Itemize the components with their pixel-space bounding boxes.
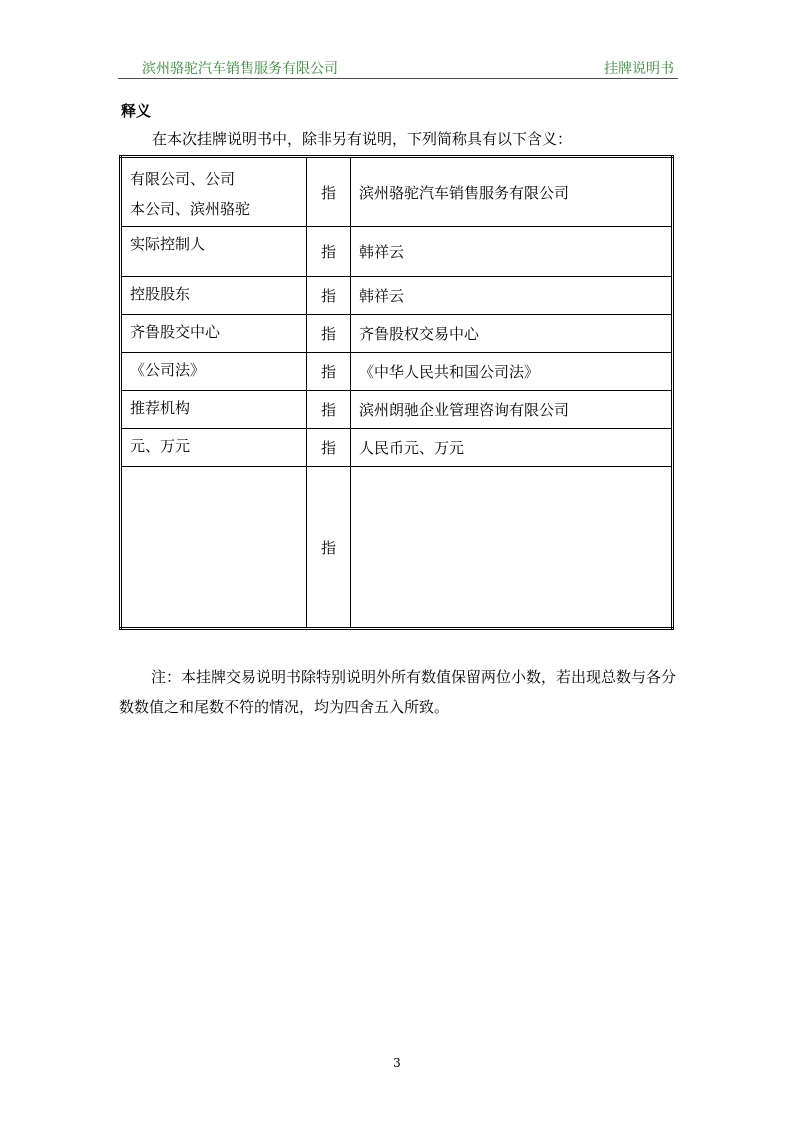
- definition-term-line: 有限公司、公司: [130, 170, 236, 188]
- definition-zhi: 指: [307, 353, 351, 391]
- definition-meaning: 滨州骆驼汽车销售服务有限公司: [351, 157, 673, 227]
- definition-zhi: 指: [307, 227, 351, 277]
- definition-meaning: 韩祥云: [351, 227, 673, 277]
- rounding-note: 注：本挂牌交易说明书除特别说明外所有数值保留两位小数，若出现总数与各分数数值之和尾数不符的情况，均为四舍五入所致。: [119, 668, 677, 716]
- definition-row: [121, 277, 673, 315]
- definition-term: 控股股东: [121, 277, 307, 315]
- definition-row: [121, 157, 673, 227]
- definition-term: [121, 467, 307, 629]
- header-company-name: 滨州骆驼汽车销售服务有限公司: [142, 61, 338, 77]
- definition-zhi: 指: [307, 315, 351, 353]
- definition-term-line: 本公司、滨州骆驼: [130, 200, 251, 218]
- definition-row: [121, 353, 673, 391]
- intro-paragraph: 在本次挂牌说明书中，除非另有说明，下列简称具有以下含义：: [152, 130, 573, 148]
- definition-meaning: [351, 467, 673, 629]
- definition-row: [121, 429, 673, 467]
- definition-zhi: 指: [307, 277, 351, 315]
- definition-row: [121, 391, 673, 429]
- definition-row: [121, 227, 673, 277]
- definition-zhi: 指: [307, 429, 351, 467]
- header-document-type: 挂牌说明书: [604, 61, 674, 77]
- definition-meaning: 齐鲁股权交易中心: [351, 315, 673, 353]
- definition-zhi: 指: [307, 391, 351, 429]
- page-header: [118, 56, 678, 79]
- definition-term: 推荐机构: [121, 391, 307, 429]
- definition-row: [121, 467, 673, 629]
- definition-meaning: 人民币元、万元: [351, 429, 673, 467]
- definition-term: [121, 157, 307, 227]
- page-number: 3: [393, 1056, 401, 1070]
- definition-term: 实际控制人: [121, 227, 307, 277]
- definition-meaning: 滨州朗驰企业管理咨询有限公司: [351, 391, 673, 429]
- definition-row: [121, 315, 673, 353]
- definition-zhi: 指: [307, 157, 351, 227]
- definition-term: 《公司法》: [121, 353, 307, 391]
- section-title: 释义: [121, 102, 152, 120]
- definition-zhi: 指: [307, 467, 351, 629]
- definition-term: 齐鲁股交中心: [121, 315, 307, 353]
- definition-term: 元、万元: [121, 429, 307, 467]
- definition-meaning: 韩祥云: [351, 277, 673, 315]
- definition-meaning: 《中华人民共和国公司法》: [351, 353, 673, 391]
- definitions-table: [119, 155, 674, 630]
